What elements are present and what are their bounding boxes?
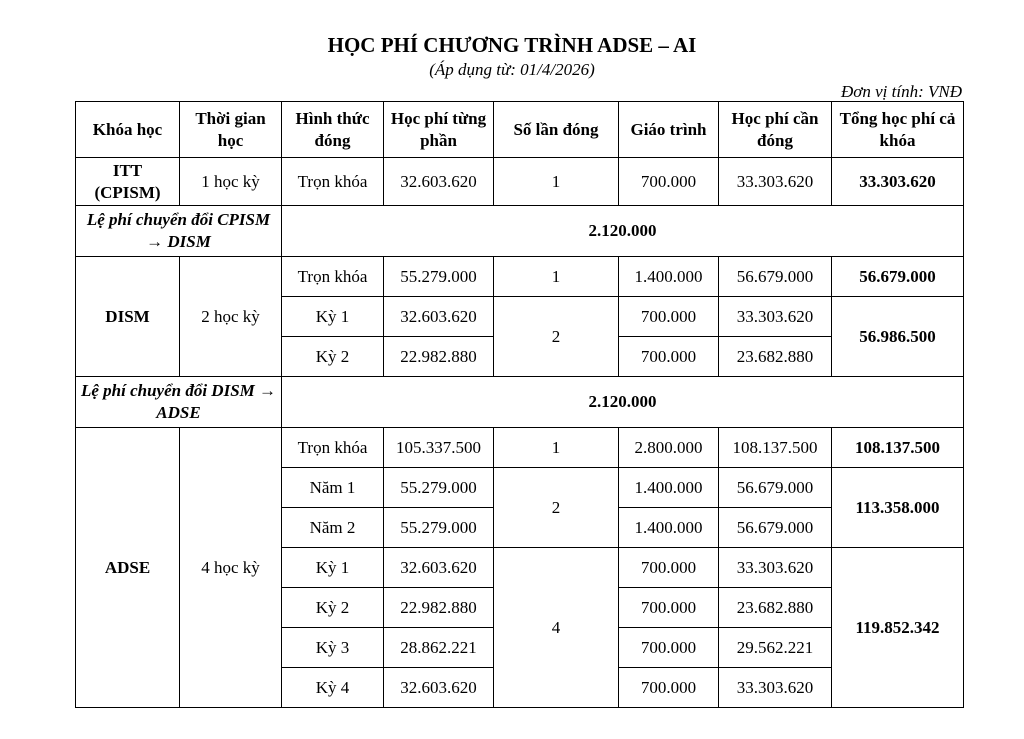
material-cell: 2.800.000 [619, 428, 719, 468]
due-cell: 33.303.620 [719, 297, 832, 337]
header-cell: Thời gian học [180, 102, 282, 158]
page-title: HỌC PHÍ CHƯƠNG TRÌNH ADSE – AI [327, 33, 697, 57]
part-fee-cell: 55.279.000 [384, 257, 494, 297]
total-cell: 119.852.342 [832, 548, 964, 708]
method-cell: Kỳ 4 [282, 668, 384, 708]
duration-cell: 1 học kỳ [180, 158, 282, 206]
material-cell: 700.000 [619, 548, 719, 588]
header-cell: Tổng học phí cả khóa [832, 102, 964, 158]
part-fee-cell: 28.862.221 [384, 628, 494, 668]
conversion-fee-label: Lệ phí chuyển đổi CPISM → DISM [76, 206, 282, 257]
total-cell: 108.137.500 [832, 428, 964, 468]
course-name-dism: DISM [76, 257, 180, 377]
duration-cell: 4 học kỳ [180, 428, 282, 708]
due-cell: 108.137.500 [719, 428, 832, 468]
times-cell: 1 [494, 428, 619, 468]
method-cell: Trọn khóa [282, 257, 384, 297]
table-header-row [76, 102, 964, 158]
course-name-adse: ADSE [76, 428, 180, 708]
times-cell: 2 [494, 297, 619, 377]
due-cell: 33.303.620 [719, 668, 832, 708]
material-cell: 700.000 [619, 337, 719, 377]
part-fee-cell: 22.982.880 [384, 588, 494, 628]
material-cell: 700.000 [619, 628, 719, 668]
material-cell: 700.000 [619, 297, 719, 337]
due-cell: 33.303.620 [719, 158, 832, 206]
total-cell: 33.303.620 [832, 158, 964, 206]
due-cell: 23.682.880 [719, 337, 832, 377]
conversion-fee-value: 2.120.000 [282, 377, 964, 428]
part-fee-cell: 32.603.620 [384, 668, 494, 708]
due-cell: 33.303.620 [719, 548, 832, 588]
due-cell: 56.679.000 [719, 508, 832, 548]
currency-unit: Đơn vị tính: VNĐ [841, 82, 962, 101]
times-cell: 1 [494, 257, 619, 297]
table-row [76, 257, 964, 297]
header-cell: Hình thức đóng [282, 102, 384, 158]
header-cell: Giáo trình [619, 102, 719, 158]
material-cell: 1.400.000 [619, 257, 719, 297]
part-fee-cell: 22.982.880 [384, 337, 494, 377]
method-cell: Kỳ 2 [282, 588, 384, 628]
conversion-fee-row [76, 377, 964, 428]
method-cell: Kỳ 1 [282, 548, 384, 588]
method-cell: Trọn khóa [282, 158, 384, 206]
times-cell: 2 [494, 468, 619, 548]
total-cell: 56.986.500 [832, 297, 964, 377]
part-fee-cell: 105.337.500 [384, 428, 494, 468]
method-cell: Kỳ 1 [282, 297, 384, 337]
material-cell: 700.000 [619, 158, 719, 206]
method-cell: Trọn khóa [282, 428, 384, 468]
header-cell: Số lần đóng [494, 102, 619, 158]
table-row [76, 158, 964, 206]
due-cell: 56.679.000 [719, 468, 832, 508]
conversion-fee-value: 2.120.000 [282, 206, 964, 257]
due-cell: 23.682.880 [719, 588, 832, 628]
header-cell: Học phí từng phần [384, 102, 494, 158]
header-cell: Khóa học [76, 102, 180, 158]
part-fee-cell: 32.603.620 [384, 297, 494, 337]
duration-cell: 2 học kỳ [180, 257, 282, 377]
times-cell: 4 [494, 548, 619, 708]
part-fee-cell: 55.279.000 [384, 508, 494, 548]
method-cell: Năm 2 [282, 508, 384, 548]
part-fee-cell: 32.603.620 [384, 158, 494, 206]
method-cell: Kỳ 2 [282, 337, 384, 377]
material-cell: 700.000 [619, 668, 719, 708]
material-cell: 700.000 [619, 588, 719, 628]
table-row [76, 428, 964, 468]
method-cell: Kỳ 3 [282, 628, 384, 668]
material-cell: 1.400.000 [619, 508, 719, 548]
total-cell: 56.679.000 [832, 257, 964, 297]
due-cell: 29.562.221 [719, 628, 832, 668]
total-cell: 113.358.000 [832, 468, 964, 548]
conversion-fee-row [76, 206, 964, 257]
method-cell: Năm 1 [282, 468, 384, 508]
part-fee-cell: 55.279.000 [384, 468, 494, 508]
course-name-itt: ITT (CPISM) [76, 158, 180, 206]
header-cell: Học phí cần đóng [719, 102, 832, 158]
due-cell: 56.679.000 [719, 257, 832, 297]
tuition-table [75, 101, 964, 708]
conversion-fee-label: Lệ phí chuyển đổi DISM → ADSE [76, 377, 282, 428]
material-cell: 1.400.000 [619, 468, 719, 508]
part-fee-cell: 32.603.620 [384, 548, 494, 588]
effective-date: (Áp dụng từ: 01/4/2026) [429, 60, 595, 79]
times-cell: 1 [494, 158, 619, 206]
